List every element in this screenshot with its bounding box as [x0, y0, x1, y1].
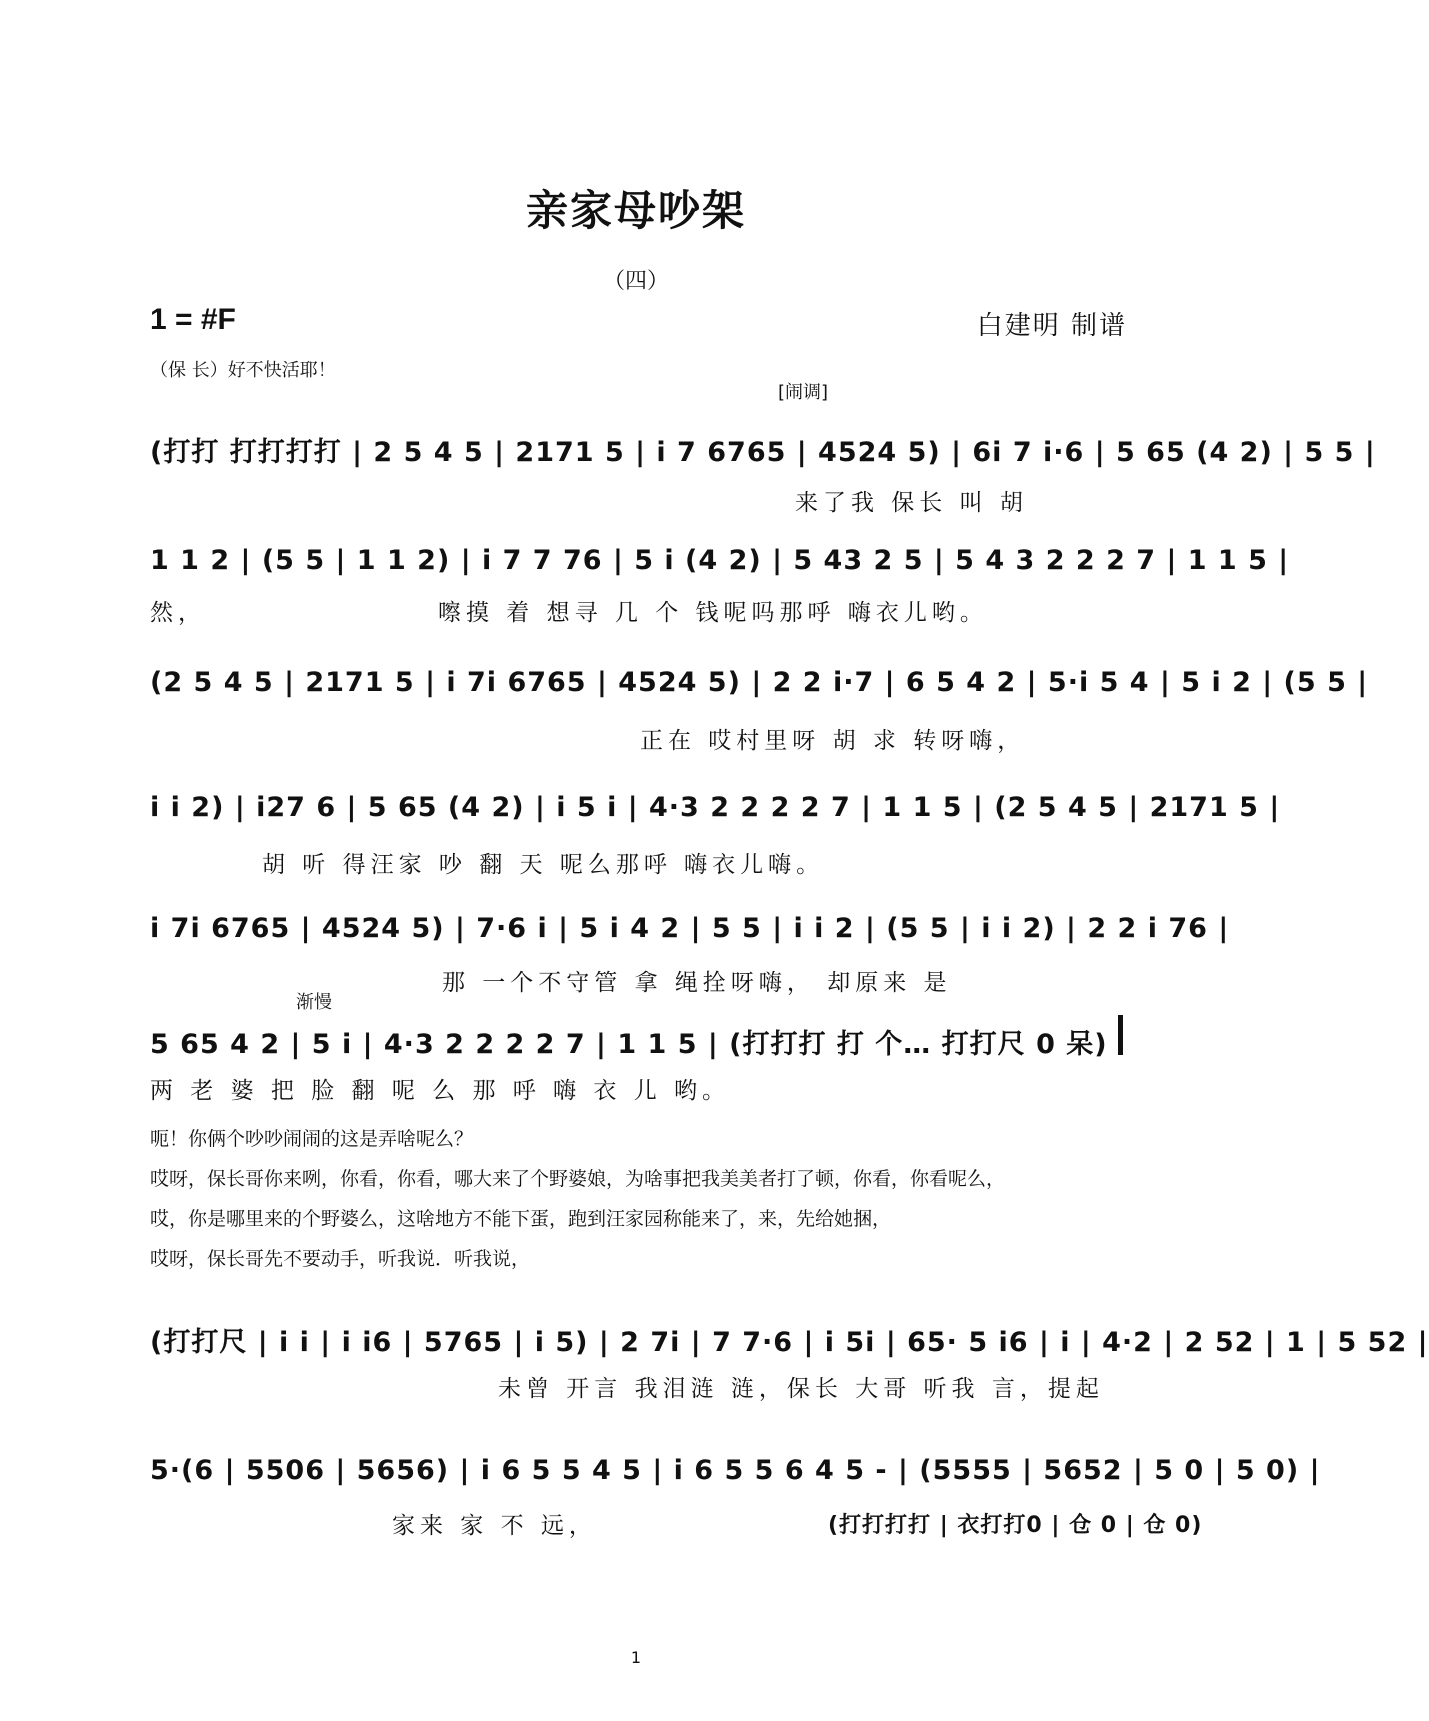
dialogue-line-1: 呃！你俩个吵吵闹闹的这是弄啥呢么？: [150, 1128, 474, 1150]
intro-dialogue-note: （保 长）好不快活耶！: [150, 360, 336, 381]
score-line-4: i i 2) | i27 6 | 5 65 (4 2) | i 5 i | 4·3 2 2 2 2 7 | 1 1 5 | (2 5 4 5 | 2171 5 |: [150, 792, 1281, 823]
tempo-marker: 渐慢: [296, 992, 332, 1013]
dialogue-line-3: 哎，你是哪里来的个野婆么，这啥地方不能下蛋，跑到汪家园称能来了，来，先给她捆，: [150, 1208, 892, 1230]
score-line-1: (打打 打打打打 | 2 5 4 5 | 2171 5 | i 7 6765 | 4524 5) | 6i 7 i·6 | 5 65 (4 2) | 5 5 |: [150, 437, 1376, 468]
lyrics-line-2a: 然，: [150, 600, 206, 626]
lyrics-line-3: 正在 哎村里呀 胡 求 转呀嗨，: [640, 728, 1026, 754]
lyrics-line-1: 来了我 保长 叫 胡: [795, 490, 1028, 516]
score-line-8: 5·(6 | 5506 | 5656) | i 6 5 5 4 5 | i 6 5 5 6 4 5 - | (5555 | 5652 | 5 0 | 5 0) |: [150, 1455, 1321, 1486]
lyrics-line-2b: 嚓摸 着 想寻 几 个 钱呢吗那呼 嗨衣儿哟。: [438, 600, 988, 626]
lyrics-line-4: 胡 听 得汪家 吵 翻 天 呢么那呼 嗨衣儿嗨。: [262, 852, 825, 878]
lyrics-line-5: 那 一个不守管 拿 绳拴呀嗨， 却原来 是: [442, 970, 952, 996]
lyrics-line-6: 两 老 婆 把 脸 翻 呢 么 那 呼 嗨 衣 儿 哟。: [150, 1078, 731, 1104]
composer-credit: 白建明 制谱: [976, 311, 1127, 341]
page-title: 亲家母吵架: [525, 186, 746, 235]
section-number: （四）: [602, 269, 669, 294]
score-line-2: 1 1 2 | (5 5 | 1 1 2) | i 7 7 76 | 5 i (4 2) | 5 43 2 5 | 5 4 3 2 2 2 7 | 1 1 5 |: [150, 545, 1290, 576]
dialogue-line-4: 哎呀，保长哥先不要动手，听我说．听我说，: [150, 1248, 531, 1270]
tune-marker: [闹调]: [778, 382, 829, 403]
dialogue-line-2: 哎呀，保长哥你来咧，你看，你看，哪大来了个野婆娘，为啥事把我美美者打了顿，你看，你看呢么，: [150, 1168, 1006, 1190]
lyrics-line-8: 家来 家 不 远，: [392, 1513, 597, 1539]
score-line-7: (打打尺 | i i | i i6 | 5765 | i 5) | 2 7i | 7 7·6 | i 5i | 65· 5 i6 | i | 4·2 | 2 52 | 1 | 5 52 |: [150, 1327, 1429, 1358]
score-line-5: i 7i 6765 | 4524 5) | 7·6 i | 5 i 4 2 | 5 5 | i i 2 | (5 5 | i i 2) | 2 2 i 76 |: [150, 913, 1230, 944]
percussion-line: (打打打打 | 衣打打0 | 仓 0 | 仓 0): [828, 1513, 1203, 1538]
key-signature: 1 = #F: [150, 303, 236, 336]
score-line-3: (2 5 4 5 | 2171 5 | i 7i 6765 | 4524 5) | 2 2 i·7 | 6 5 4 2 | 5·i 5 4 | 5 i 2 | (5 5 |: [150, 667, 1369, 698]
page-number: 1: [630, 1648, 642, 1667]
score-line-6: 5 65 4 2 | 5 i | 4·3 2 2 2 2 7 | 1 1 5 | (打打打 打 个… 打打尺 0 呆): [150, 1029, 1108, 1060]
final-barline: [1118, 1015, 1123, 1055]
lyrics-line-7: 未曾 开言 我泪涟 涟，保长 大哥 听我 言，提起: [498, 1376, 1104, 1402]
